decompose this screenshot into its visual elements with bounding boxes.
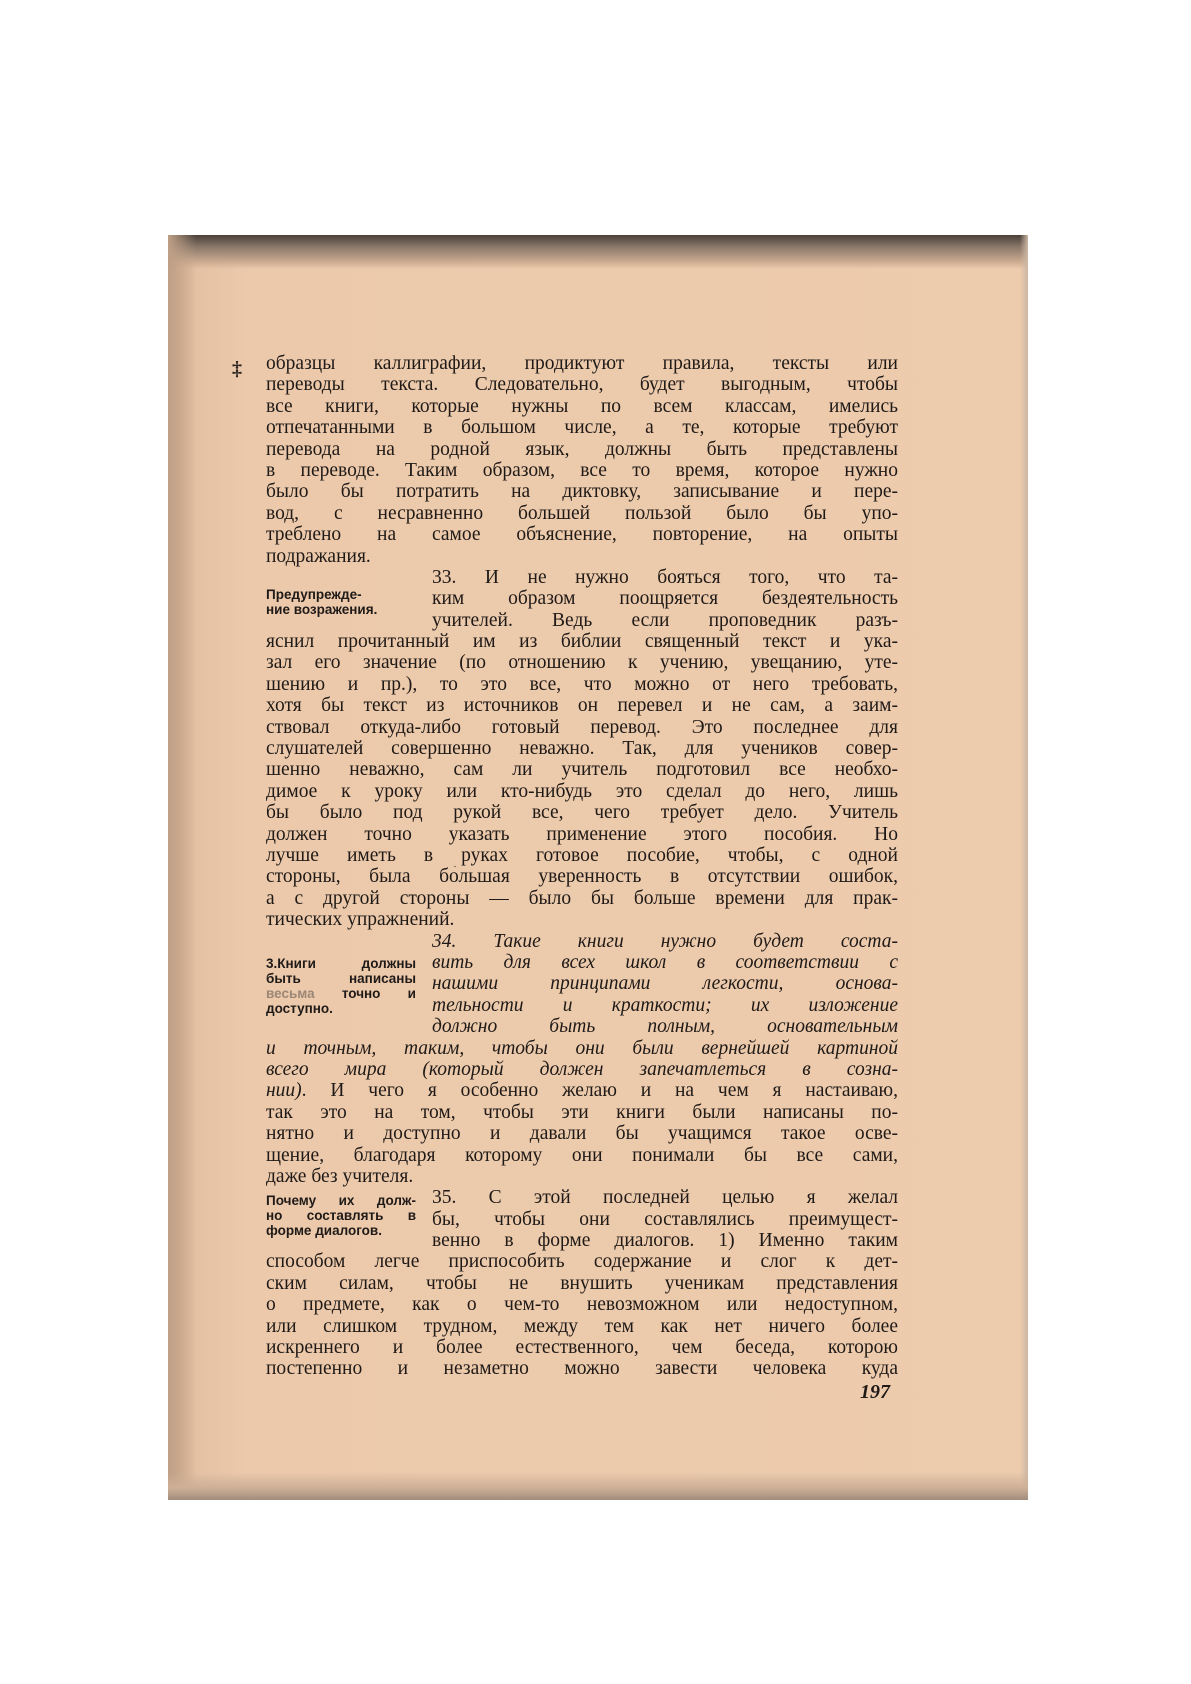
text-line: 35. С этой последней целью я желал — [432, 1187, 898, 1209]
page-text — [266, 353, 898, 1380]
sidenote-word-faded: весьма — [266, 985, 315, 1001]
text-line: нятно и доступно и давали бы учащимся такое осве- — [266, 1123, 898, 1145]
text-line: отпечатанными в большом числе, а те, которые требуют — [266, 417, 898, 439]
text-line: димое к уроку или кто-нибудь это сделал до него, лишь — [266, 780, 898, 802]
section-33 — [266, 567, 898, 931]
text-line: вод, с несравненно большей пользой было бы упо- — [266, 502, 898, 524]
text-line: 33. И не нужно бояться того, что та- — [432, 566, 898, 588]
sidenote-line: но составлять в — [266, 1208, 416, 1224]
text-line: тических упражнений. — [266, 909, 455, 931]
text-line: постепенно и незаметно можно завести человека куда — [266, 1358, 898, 1380]
sidenote-books-written — [266, 956, 416, 1016]
heading-text: 34. Такие книги нужно будет соста- — [432, 930, 898, 952]
text-line: яснил прочитанный им из библии священный текст и ука- — [266, 631, 898, 653]
text-line: а с другой стороны — было бы больше времени для прак- — [266, 887, 898, 909]
text-line: нашими принципами легкости, основа- — [432, 973, 898, 995]
text-line: все книги, которые нужны по всем классам, имелись — [266, 395, 898, 417]
sidenote-line: Почему их долж- — [266, 1193, 416, 1209]
text-line: способом легче приспособить содержание и слог к дет- — [266, 1251, 898, 1273]
section-35 — [266, 1187, 898, 1380]
text-line: должно быть полным, основательным — [432, 1016, 898, 1038]
section-33-inset — [266, 567, 898, 631]
sidenote-line: Предупрежде- — [266, 586, 362, 602]
sidenote-line: 3.Книги должны — [266, 955, 416, 971]
page-number: 197 — [860, 1381, 890, 1403]
text-line: бы, чтобы они составлялись преимущест- — [432, 1208, 898, 1230]
page-spine-shadow — [168, 235, 196, 1500]
text-line: ским силам, чтобы не внушить ученикам представления — [266, 1272, 898, 1294]
text-line: образцы каллиграфии, продиктуют правила, тексты или — [266, 353, 898, 374]
text-line: искреннего и более естественного, чем беседа, которою — [266, 1337, 898, 1359]
paragraph-top — [266, 353, 898, 567]
text-line: стороны, была бо́льшая уверенность в отсутствии ошибок, — [266, 866, 898, 888]
text-line: хотя бы текст из источников он перевел и не сам, а заим- — [266, 695, 898, 717]
text-line: в переводе. Таким образом, все то время, которое нужно — [266, 459, 898, 481]
sidenote-word: точно и — [341, 985, 416, 1001]
text-line: шенно неважно, сам ли учитель подготовил все необхо- — [266, 759, 898, 781]
text-line: бы было под рукой все, чего требует дело. Учитель — [266, 802, 898, 824]
section-34-inset — [266, 931, 898, 1038]
text-line: переводы текста. Следовательно, будет выгодным, чтобы — [266, 374, 898, 396]
section-35-inset-text — [432, 1187, 898, 1251]
section-35-inset — [266, 1187, 898, 1251]
text-line: даже без учителя. — [266, 1165, 414, 1187]
page-right-edge — [1020, 235, 1028, 1500]
text-line: ким образом поощряется бездеятельность — [432, 588, 898, 610]
section-34-inset-text — [432, 931, 898, 1038]
text-line: венно в форме диалогов. 1) Именно таким — [432, 1230, 898, 1252]
section-34 — [266, 931, 898, 1188]
text-line: вить для всех школ в соответствии с — [432, 951, 898, 973]
sidenote-line: ние возражения. — [266, 601, 378, 617]
italic-fragment: нии) — [266, 1080, 302, 1102]
sidenote-dialogues — [266, 1193, 416, 1238]
text-line-heading — [432, 931, 898, 952]
text-line: всего мира (который должен запечатлеться в созна- — [266, 1058, 898, 1080]
text-line: лучше иметь в руках готовое пособие, чтобы, с одной — [266, 845, 898, 866]
sidenote-line: доступно. — [266, 1000, 333, 1016]
text-line: ствовал откуда-либо готовый перевод. Это последнее для — [266, 716, 898, 738]
text-line: было бы потратить на диктовку, записывание и пере- — [266, 481, 898, 503]
text-line: перевода на родной язык, должны быть представлены — [266, 438, 898, 460]
scanned-page — [168, 235, 1028, 1500]
page-top-shadow — [168, 235, 1028, 269]
text-line: шению и пр.), то это все, что можно от него требовать, — [266, 673, 898, 695]
text-line: или слишком трудном, между тем как нет ничего более — [266, 1315, 898, 1337]
text-line: щение, благодаря которому они понимали бы все сами, — [266, 1144, 898, 1166]
text-line: зал его значение (по отношению к учению, увещанию, уте- — [266, 652, 898, 674]
sidenote-line: форме диалогов. — [266, 1223, 382, 1239]
section-33-inset-text — [432, 567, 898, 631]
text-line: тельности и краткости; их изложение — [432, 994, 898, 1016]
roman-fragment: . И чего я особенно желаю и на чем я настаиваю, — [301, 1080, 898, 1102]
text-line: должен точно указать применение этого пособия. Но — [266, 823, 898, 845]
margin-mark: ‡ — [232, 358, 242, 380]
text-line: и точным, таким, чтобы они были вернейшей картиной — [266, 1037, 898, 1059]
sidenote-objection — [266, 587, 416, 617]
text-line: о предмете, как о чем-то невозможном или недоступном, — [266, 1294, 898, 1316]
text-line: учителей. Ведь если проповедник разъ- — [432, 609, 898, 631]
text-line-mixed — [266, 1080, 898, 1101]
text-line: слушателей совершенно неважно. Так, для учеников совер- — [266, 738, 898, 760]
text-line: треблено на самое объяснение, повторение, на опыты — [266, 524, 898, 546]
page-bottom-shadow — [168, 1472, 1028, 1500]
sidenote-line: быть написаны — [266, 970, 416, 986]
text-line: подражания. — [266, 545, 371, 567]
text-line: так это на том, чтобы эти книги были написаны по- — [266, 1101, 898, 1123]
